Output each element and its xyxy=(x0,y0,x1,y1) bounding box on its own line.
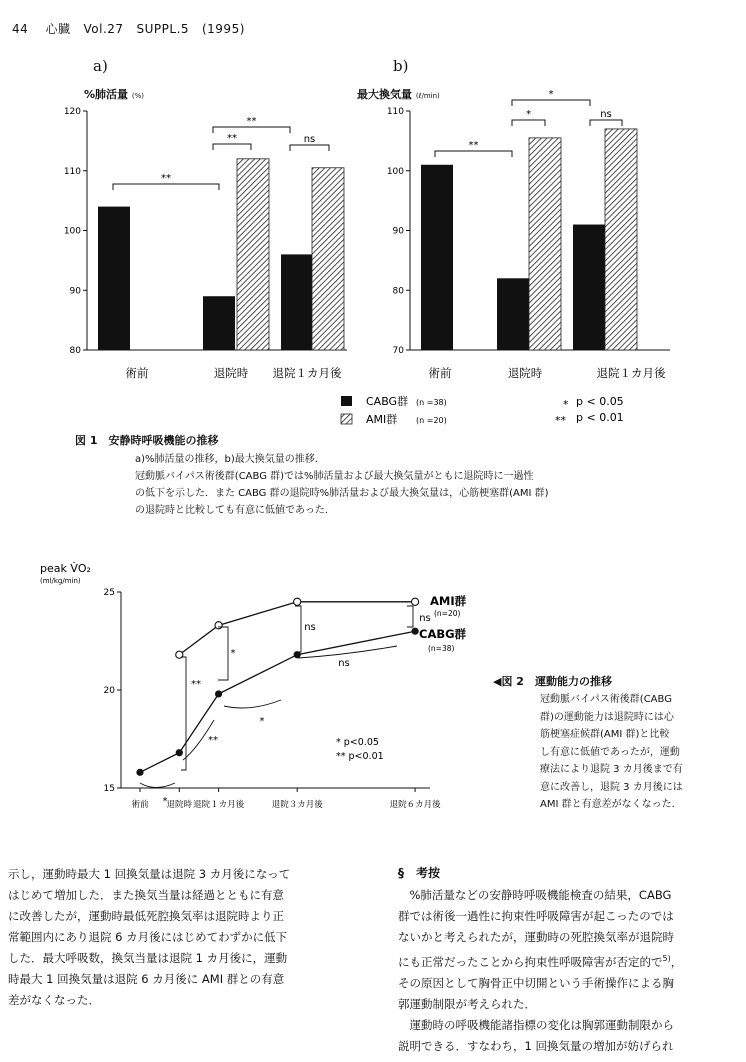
series-label-cabg: CABG群 xyxy=(419,627,467,641)
fig2-caption-line: AMI 群と有意差がなくなった． xyxy=(540,799,682,810)
cabg-bar xyxy=(98,207,130,350)
significance-bracket-label: ns xyxy=(303,134,316,145)
significance-bracket-label: ** xyxy=(227,133,237,144)
cabg-point xyxy=(176,749,183,756)
y-tick-label: 110 xyxy=(63,166,81,177)
legend-sig1-mark: * xyxy=(563,398,569,411)
legend-cabg-label: CABG群 xyxy=(366,395,409,408)
x-tick-label: 退院時 xyxy=(166,800,193,810)
x-tick-label: 退院１カ月後 xyxy=(272,366,342,380)
chart-b-title-text: 最大換気量 xyxy=(357,88,412,101)
body-line: 郭運動制限が考えられた． xyxy=(398,996,536,1011)
body-line-tail: ， xyxy=(670,954,683,969)
body-line: 運動時の呼吸機能諸指標の変化は胸郭運動制限から xyxy=(398,1017,674,1032)
ami-bar xyxy=(312,168,344,350)
fig1-caption-title: 図 1 安静時呼吸機能の推移 xyxy=(75,434,219,447)
chart-a-pct-vital-capacity xyxy=(64,107,347,380)
body-line: %肺活量などの安静時呼吸機能検査の結果，CABG xyxy=(398,888,672,902)
y-tick-label: 90 xyxy=(69,286,81,297)
legend-ami-n: (n =20) xyxy=(416,416,447,425)
x-tick-label: 退院時 xyxy=(213,366,249,380)
significance-bracket xyxy=(213,144,251,150)
ami-bar xyxy=(529,138,561,350)
journal-volume: Vol.27 xyxy=(83,22,124,36)
x-tick-label: 術前 xyxy=(131,800,149,810)
annotation: * xyxy=(259,716,265,727)
series-label-ami: AMI群 xyxy=(430,594,467,608)
body-line: 常範囲内にあり退院 6 カ月後にはじめてわずかに低下 xyxy=(8,930,288,944)
bracket-3m-between-groups xyxy=(295,606,301,652)
series-n-ami: (n=20) xyxy=(434,609,461,618)
cabg-bar xyxy=(421,165,453,350)
fig1-caption-line: 冠動脈バイパス術後群(CABG 群)では%肺活量および最大換気量がともに退院時に一過性 xyxy=(135,471,534,482)
cabg-point xyxy=(215,690,222,697)
cabg-bar xyxy=(497,278,529,350)
annotation: ns xyxy=(304,622,316,633)
fig2-caption-line: 療法により退院 3 カ月後まで有 xyxy=(540,764,683,775)
ami-point xyxy=(215,622,222,629)
body-right-column xyxy=(398,885,682,1057)
body-line: 群では術後一過性に拘束性呼吸障害が起こったのでは xyxy=(398,909,674,923)
reference-mark: 5) xyxy=(662,954,671,963)
significance-bracket xyxy=(213,127,290,133)
y-tick-label: 110 xyxy=(386,107,404,117)
annotation: ns xyxy=(419,613,431,624)
significance-bracket-label: * xyxy=(526,109,531,120)
fig2-caption-line: 筋梗塞症候群(AMI 群)と比較 xyxy=(540,729,670,740)
ami-bar xyxy=(605,129,637,350)
x-tick-label: 退院１カ月後 xyxy=(193,800,245,810)
chart-c-unit: (ml/kg/min) xyxy=(40,577,81,585)
panel-b-label: b) xyxy=(393,57,409,75)
panel-a-label: a) xyxy=(93,57,108,75)
cabg-point xyxy=(136,769,143,776)
x-tick-label: 退院時 xyxy=(507,366,543,380)
fig1-caption-line: の低下を示した．また CABG 群の退院時%肺活量および最大換気量は，心筋梗塞群(AMI 群) xyxy=(135,488,549,499)
body-line: した．最大呼吸数，換気当量は退院 1 カ月後に，運動 xyxy=(8,951,288,965)
chart-b-unit: (ℓ/min) xyxy=(415,92,440,100)
x-tick-label: 退院６カ月後 xyxy=(389,800,441,810)
cabg-bar xyxy=(573,225,605,350)
y-tick-label: 80 xyxy=(69,346,81,356)
y-tick-label: 15 xyxy=(103,784,115,794)
fig2-caption-line: 冠動脈バイパス術後群(CABG xyxy=(540,694,672,705)
page-number: 44 xyxy=(12,22,29,36)
significance-bracket xyxy=(590,120,622,126)
legend-sig2-mark: ** xyxy=(555,414,566,427)
sig-legend-2: ** p<0.01 xyxy=(336,751,384,762)
y-tick-label: 70 xyxy=(392,346,404,356)
chart-a-title-text: %肺活量 xyxy=(84,88,129,101)
significance-bracket xyxy=(113,184,219,190)
body-line: はじめて増加した．また換気当量は経過とともに有意 xyxy=(8,888,284,902)
body-line-text: にも正常だったことから拘束性呼吸障害が否定的で xyxy=(398,954,663,969)
significance-bracket-label: * xyxy=(548,89,554,100)
significance-bracket-label: ** xyxy=(161,173,171,184)
cabg-bar xyxy=(281,254,313,350)
significance-bracket xyxy=(435,151,512,157)
x-tick-label: 退院１カ月後 xyxy=(596,366,666,380)
fig1-caption-body xyxy=(135,451,695,519)
x-tick-label: 退院３カ月後 xyxy=(271,800,323,810)
ami-bar xyxy=(237,159,269,350)
fig2-caption-body xyxy=(540,691,740,814)
bracket-1m-to-3m xyxy=(224,700,281,708)
ami-point xyxy=(294,598,301,605)
significance-bracket-label: ns xyxy=(600,109,612,120)
fig2-caption-line: 群)の運動能力は退院時には心 xyxy=(540,711,674,723)
chart-b-max-ventilation xyxy=(387,89,670,380)
y-tick-label: 80 xyxy=(392,286,404,297)
fig1-caption-line: の退院時と比較しても有意に低値であった． xyxy=(135,505,335,516)
x-tick-label: 術前 xyxy=(125,366,149,380)
body-line: その原因として胸骨正中切開という手術操作による胸 xyxy=(398,975,674,990)
body-line: ないかと考えられたが，運動時の死腔換気率が退院時 xyxy=(398,930,674,944)
y-tick-label: 20 xyxy=(103,686,115,696)
annotation: ** xyxy=(191,679,201,690)
legend-sig1-text: p < 0.05 xyxy=(576,395,624,408)
y-tick-label: 25 xyxy=(103,588,115,598)
bracket-1m-between-groups xyxy=(218,627,228,680)
annotation: * xyxy=(230,648,236,659)
significance-bracket xyxy=(512,100,590,106)
body-line-with-ref xyxy=(398,948,682,973)
body-left-column xyxy=(8,864,290,1011)
ami-point xyxy=(412,598,419,605)
significance-bracket xyxy=(290,145,329,151)
y-tick-label: 100 xyxy=(63,226,81,237)
cabg-bar xyxy=(203,296,235,350)
legend-ami-label: AMI群 xyxy=(366,413,398,426)
fig1-caption-line: a)%肺活量の推移，b)最大換気量の推移． xyxy=(135,454,325,465)
journal-name: 心臓 xyxy=(45,22,71,36)
y-tick-label: 90 xyxy=(392,226,404,237)
legend-sig2-text: p < 0.01 xyxy=(576,411,624,424)
annotation: * xyxy=(162,796,168,807)
section-title: § 考按 xyxy=(398,866,441,880)
chart-a-unit: (%) xyxy=(131,92,144,100)
fig2-caption-title: ◀図 2 運動能力の推移 xyxy=(493,675,612,688)
body-line: 示し，運動時最大 1 回換気量は退院 3 カ月後になって xyxy=(8,867,291,881)
significance-bracket xyxy=(512,120,545,126)
legend-cabg-n: (n =38) xyxy=(416,398,447,407)
legend-cabg-swatch xyxy=(341,396,352,406)
body-line: に改善したが，運動時最低死腔換気率は退院時より正 xyxy=(8,909,284,923)
y-tick-label: 120 xyxy=(63,107,81,117)
x-tick-label: 術前 xyxy=(428,366,452,380)
ami-series-line xyxy=(179,602,415,655)
fig2-caption-line: し有意に低値であったが，運動 xyxy=(540,746,680,758)
chart-c-peak-vo2 xyxy=(40,562,467,810)
y-tick-label: 100 xyxy=(386,166,404,177)
body-line: 時最大 1 回換気量は退院 6 カ月後に AMI 群との有意 xyxy=(8,972,285,986)
annotation: ns xyxy=(338,658,350,669)
body-line: 説明できる．すなわち，1 回換気量の増加が妨げられ xyxy=(398,1038,674,1053)
bracket-pre-to-discharge xyxy=(140,783,175,788)
series-n-cabg: (n=38) xyxy=(428,644,455,653)
chart-c-title: peak V̇O₂ xyxy=(40,562,91,575)
sig-legend-1: * p<0.05 xyxy=(336,737,379,748)
legend-ami-swatch xyxy=(341,414,352,424)
fig2-caption-line: 意に改善し，退院 3 カ月後には xyxy=(540,781,683,793)
cabg-point xyxy=(412,628,419,635)
bracket-6m-between-groups xyxy=(407,606,413,627)
fig1-legend xyxy=(341,395,624,427)
journal-year: (1995) xyxy=(201,22,245,36)
significance-bracket-label: ** xyxy=(246,116,257,127)
body-line: 差がなくなった． xyxy=(8,993,100,1007)
significance-bracket-label: ** xyxy=(468,140,479,151)
journal-suppl: SUPPL.5 xyxy=(136,22,190,36)
annotation: ** xyxy=(208,735,218,746)
